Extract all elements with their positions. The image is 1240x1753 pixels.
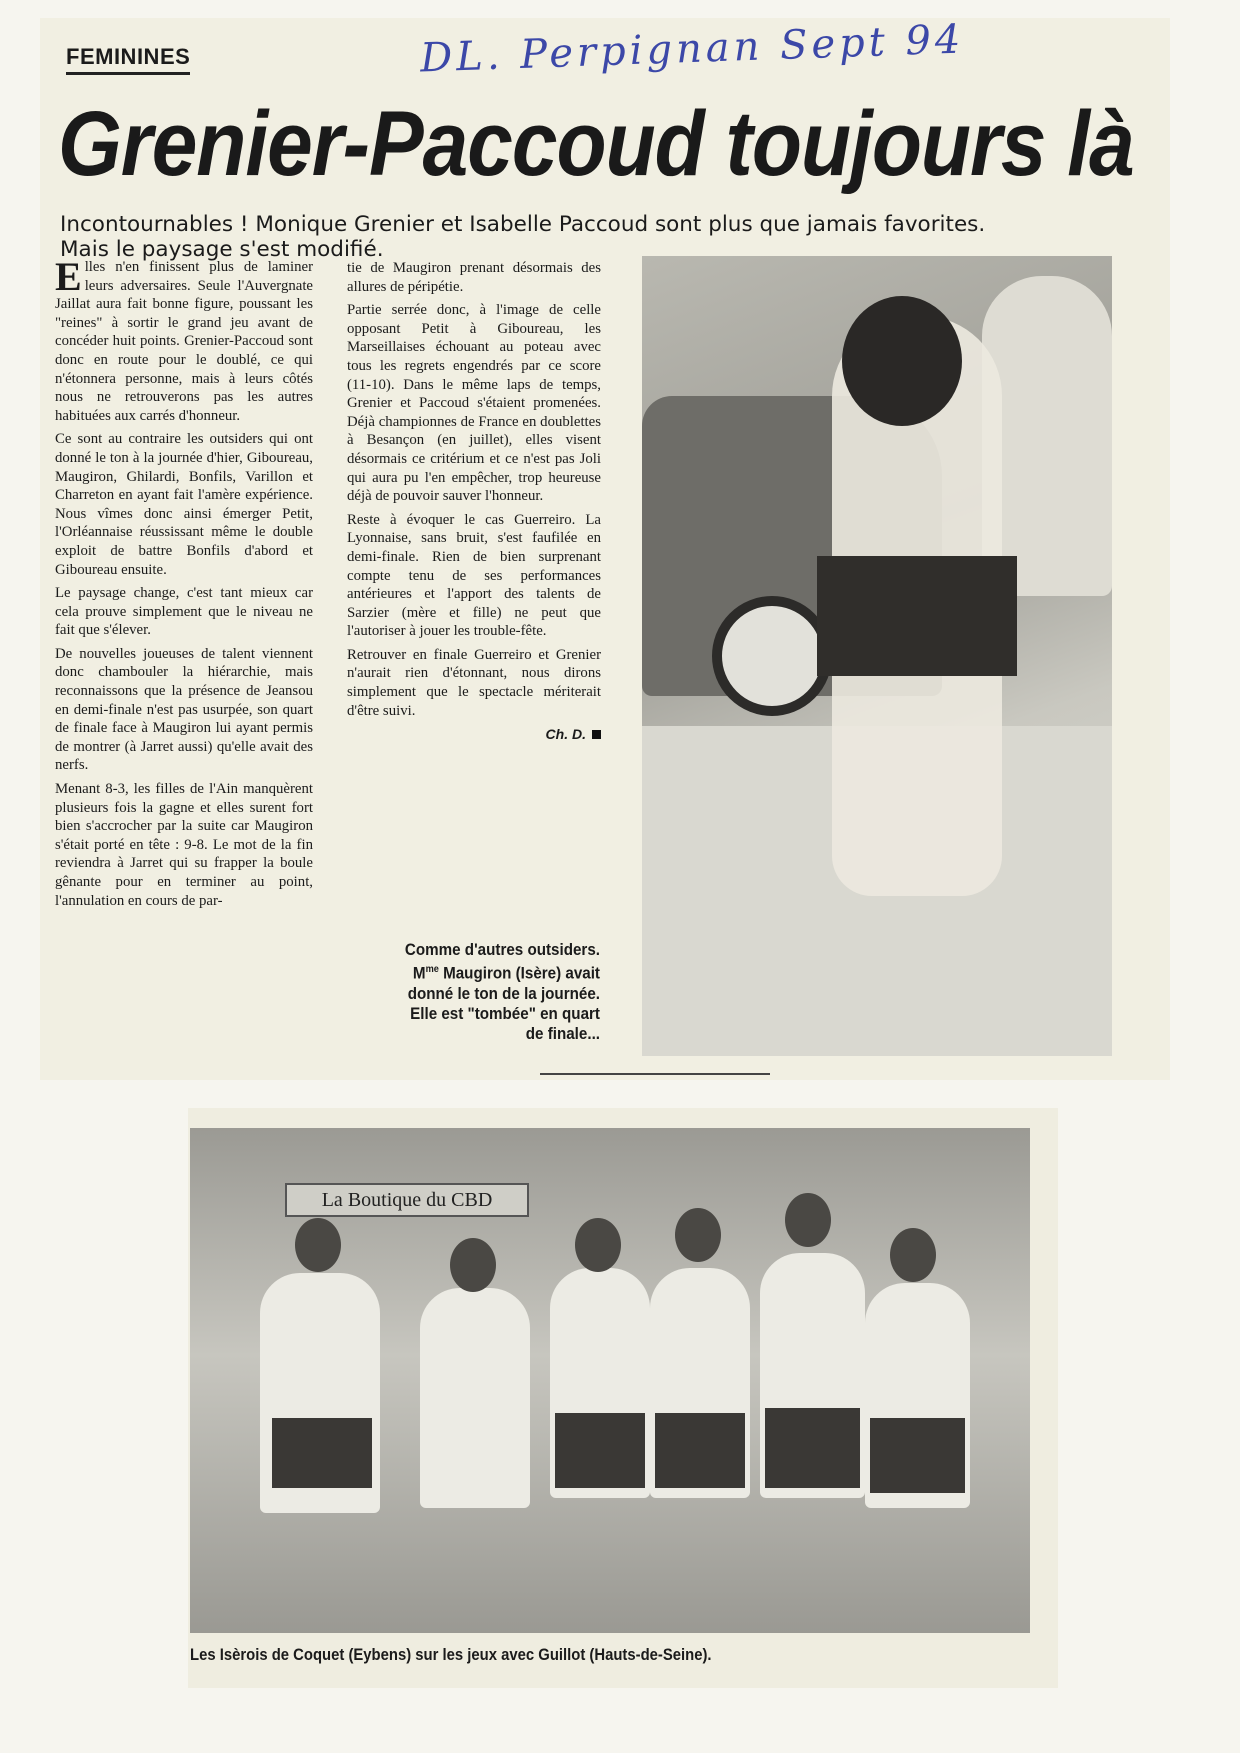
standfirst-line: Mais le paysage s'est modifié. [60,237,384,262]
shorts-shape [765,1408,860,1488]
article-clipping [40,18,1170,1080]
shorts-shape [272,1418,372,1488]
standfirst [60,212,1120,262]
caption-line: Elle est "tombée" en quart [410,1004,600,1023]
player-shorts-shape [817,556,1017,676]
caption-superscript: me [425,964,439,975]
head-shape [675,1208,721,1262]
handwritten-note: DL. Perpignan Sept 94 [419,16,966,82]
drop-cap: E [55,254,82,299]
shorts-shape [655,1413,745,1488]
caption-line: Comme d'autres outsiders. [404,941,600,959]
head-shape [890,1228,936,1282]
caption-line [350,960,600,984]
head-shape [785,1193,831,1247]
section-label: FEMININES [66,44,190,75]
player-photo [642,256,1112,1056]
paragraph: tie de Maugiron prenant désormais des allures de péripétie. [347,260,601,295]
end-square-icon [592,730,601,739]
head-shape [295,1218,341,1272]
photo-caption [350,940,600,1044]
team-photo [190,1128,1030,1633]
caption-text: M [412,964,426,983]
paragraph: Reste à évoquer le cas Guerreiro. La Lyonnaise, sans bruit, s'est faufilée en demi-finale. Rien de bien surprenant compte tenu de ses performances antérieures et l'apport des talents de Sarzier (mère et fille) ne peut que l'autoriser à jouer les trouble-fête. [347,511,601,640]
text-column-2 [347,259,601,744]
byline-text: Ch. D. [545,726,586,743]
player-head-shape [842,296,962,426]
shorts-shape [555,1413,645,1488]
caption-line: de finale... [525,1024,600,1043]
paragraph [55,254,313,425]
head-shape [450,1238,496,1292]
second-clipping [188,1108,1058,1688]
car-wheel-shape [712,596,832,716]
standfirst-line: Incontournables ! Monique Grenier et Isabelle Paccoud sont plus que jamais favorites. [60,212,986,237]
paragraph-text: lles n'en finissent plus de laminer leurs adversaires. Seule l'Auvergnate Jaillat aura fait bonne figure, poussant les "reines" à sortir le grand jeu avant de concéder huit points. Grenier-Paccoud sont donc en route pour le doublé, ce qui n'étonnera personne, mais à leurs côtés nous ne retrouverons pas les autres habituées aux carrés d'honneur. [55,259,313,424]
photo-caption: Les Isèrois de Coquet (Eybens) sur les jeux avec Guillot (Hauts-de-Seine). [190,1646,712,1664]
separator-rule [540,1073,770,1075]
caption-line: donné le ton de la journée. [407,984,600,1003]
byline [347,725,601,744]
head-shape [575,1218,621,1272]
person-shape [420,1288,530,1508]
paragraph: Le paysage change, c'est tant mieux car cela prouve simplement que le niveau ne fait que s'élever. [55,585,313,639]
shop-sign: La Boutique du CBD [285,1183,529,1217]
paragraph: Partie serrée donc, à l'image de celle opposant Petit à Giboureau, les Marseillaises échouant au poteau avec tous les regrets engendrés par ce score (11-10). Dans le même laps de temps, Grenier et Paccoud s'étaient promenées. Déjà championnes de France en doublettes à Besançon (en juillet), elles visent désormais ce critérium et ce n'est pas Joli qui aura pu l'en empêcher, trop heureuse déjà de pouvoir sauver l'honneur. [347,302,601,505]
paragraph: Menant 8-3, les filles de l'Ain manquèrent plusieurs fois la gagne et elles surent fort bien s'accrocher par la suite car Maugiron s'était porté en tête : 9-8. Le mot de la fin reviendra à Jarret qui su frapper la boule gênante pour en terminer au point, l'annulation en cours de par- [55,781,313,909]
text-column-1 [55,254,313,915]
paragraph: Ce sont au contraire les outsiders qui ont donné le ton à la journée d'hier, Giboureau, Maugiron, Ghilardi, Bonfils, Varillon et Charreton en ayant fait l'amère expérience. Nous vîmes donc ainsi émerger Petit, l'Orléannaise réussissant même le double exploit de battre Bonfils d'abord et Giboureau ensuite. [55,431,313,578]
shorts-shape [870,1418,965,1493]
paragraph: Retrouver en finale Guerreiro et Grenier n'aurait rien d'étonnant, nous dirons simplement que le spectacle mériterait d'être suivi. [347,646,601,719]
headline: Grenier-Paccoud toujours là [58,93,1134,196]
paragraph: De nouvelles joueuses de talent viennent donc chambouler la hiérarchie, mais reconnaissons que la présence de Jeansou en demi-finale n'est pas usurpée, son quart de finale face à Maugiron lui ayant permis de montrer (à Jarret aussi) qu'elle avait des nerfs. [55,645,313,774]
caption-text: Maugiron (Isère) avait [438,964,600,983]
